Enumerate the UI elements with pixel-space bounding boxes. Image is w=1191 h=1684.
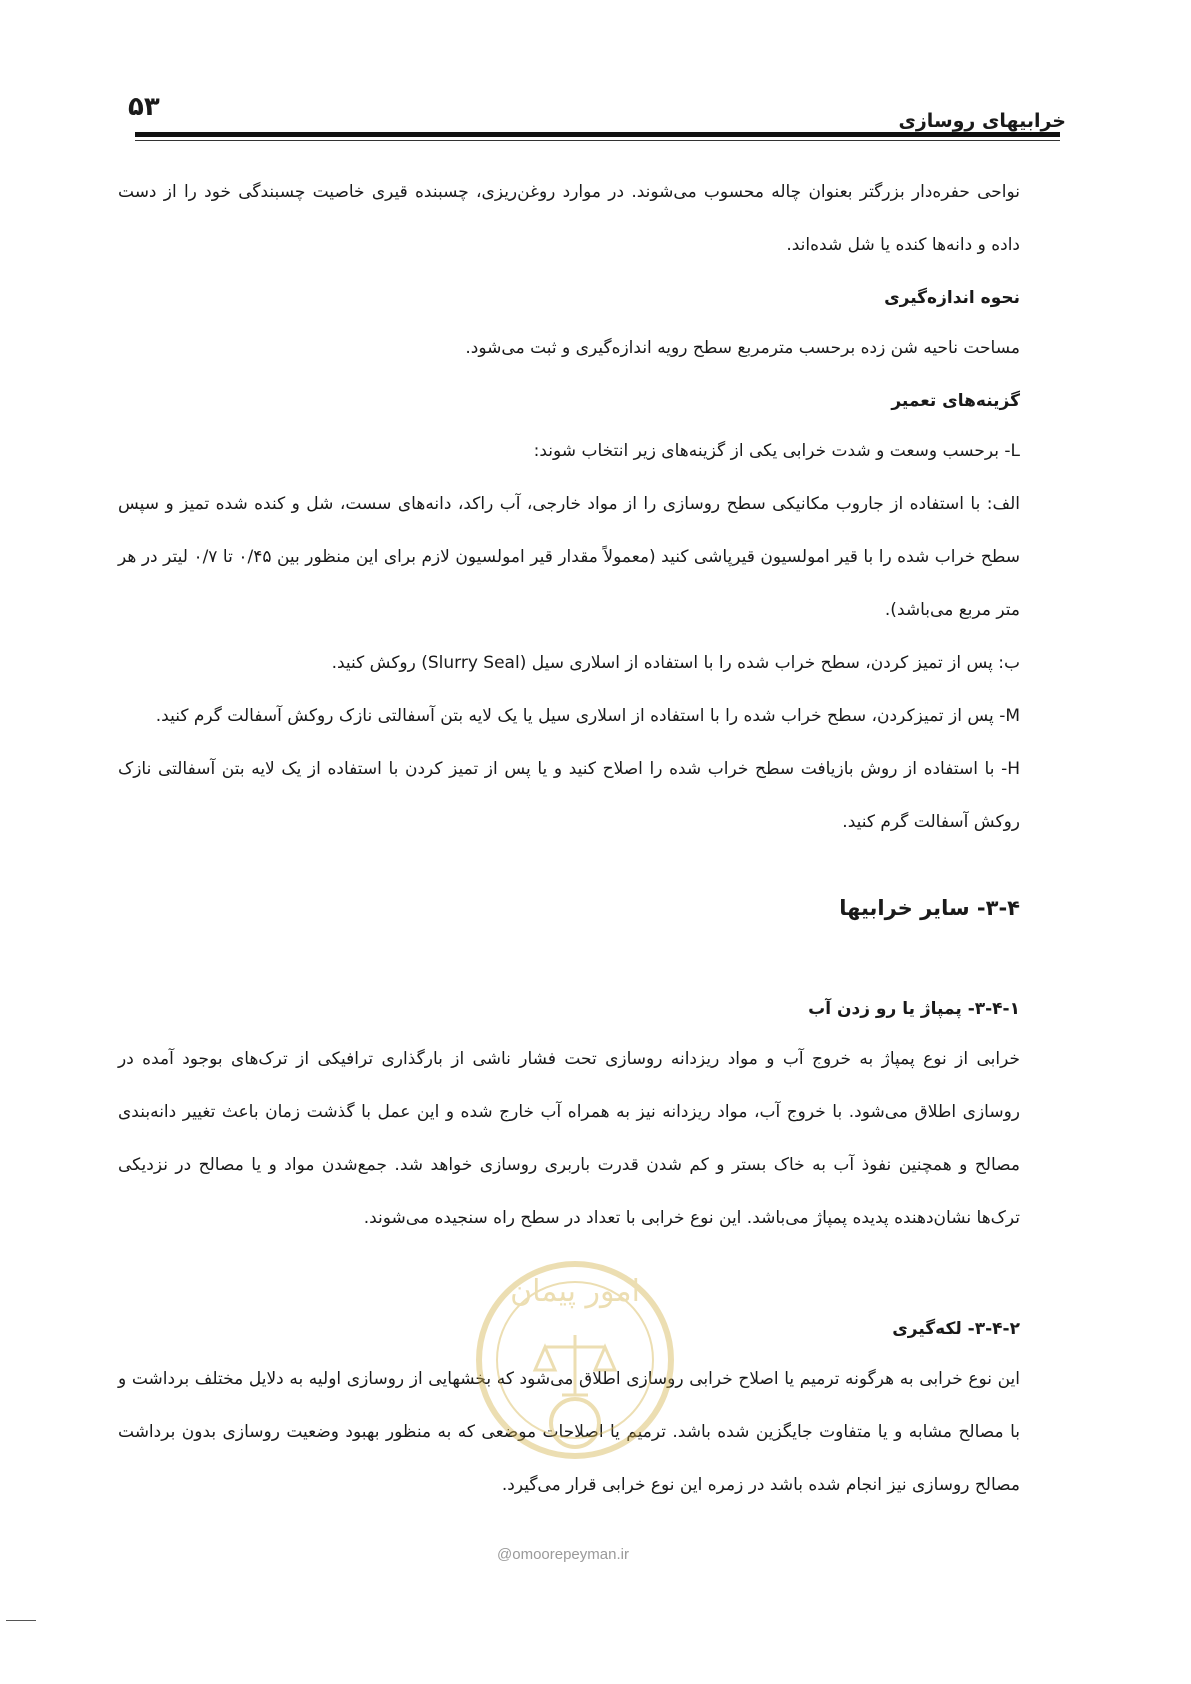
watermark-logo bbox=[470, 1255, 680, 1495]
paragraph-patching: این نوع خرابی به هرگونه ترمیم یا اصلاح خرابی روسازی اطلاق می‌شود که بخشهایی از روسازی اولیه به دلایل مختلف برداشت و با مصالح مشابه و یا متفاوت جایگزین شده باشد. ترمیم یا اصلاحات موضعی که به منظور بهبود وضعیت روسازی بدون برداشت مصالح روسازی نیز انجام شده باشد در زمره این نوع خرابی قرار می‌گیرد. bbox=[118, 1369, 1020, 1495]
running-title: خرابیهای روسازی bbox=[898, 110, 1066, 132]
header-rule-thick bbox=[135, 132, 1060, 137]
paragraph-oil-loss: نواحی حفره‌دار بزرگتر بعنوان چاله محسوب می‌شوند. در موارد روغن‌ریزی، چسبنده قیری خاصیت چسبندگی خود را از دست داده و دانه‌ها کنده یا شل شده‌اند. bbox=[118, 182, 1020, 255]
repair-option-alef: الف: با استفاده از جاروب مکانیکی سطح روسازی را از مواد خارجی، آب راکد، دانه‌های سست، شل و کنده شده تمیز و سپس سطح خراب شده را با قیر امولسیون قیرپاشی کنید (معمولاً مقدار قیر امولسیون لازم برای این منظور بین ۰/۴۵ تا ۰/۷ لیتر در هر متر مربع می‌باشد). bbox=[118, 494, 1021, 620]
watermark-caption: @omoorepeyman.ir bbox=[497, 1546, 629, 1563]
repair-option-low: L- برحسب وسعت و شدت خرابی یکی از گزینه‌های زیر انتخاب شوند: bbox=[533, 441, 1020, 461]
header-rule-thin bbox=[135, 140, 1060, 141]
scan-corner-mark bbox=[6, 1620, 36, 1621]
scale-of-justice-icon bbox=[535, 1335, 615, 1395]
repair-option-medium: M- پس از تمیزکردن، سطح خراب شده را با استفاده از اسلاری سیل یا یک لایه بتن آسفالتی نازک روکش آسفالت گرم کنید. bbox=[155, 706, 1020, 726]
paragraph-pumping: خرابی از نوع پمپاژ به خروج آب و مواد ریزدانه روسازی تحت فشار ناشی از بارگذاری ترافیکی از ترک‌های بوجود آمده در روسازی اطلاق می‌شود. با خروج آب، مواد ریزدانه نیز به همراه آب خارج شده و این عمل با گذشت زمان باعث تغییر دانه‌بندی مصالح و همچنین نفوذ آب به خاک بستر و کم شدن قدرت باربری روسازی خواهد شد. جمع‌شدن مواد و یا مصالح در نزدیکی ترک‌ها نشان‌دهنده پدیده پمپاژ می‌باشد. این نوع خرابی با تعداد در سطح راه سنجیده می‌شوند. bbox=[118, 1049, 1020, 1228]
heading-measurement: نحوه اندازه‌گیری bbox=[884, 288, 1020, 308]
watermark-logo-text: امور پیمان bbox=[510, 1274, 640, 1309]
repair-option-be: ب: پس از تمیز کردن، سطح خراب شده را با استفاده از اسلاری سیل (Slurry Seal) روکش کنید. bbox=[331, 653, 1020, 673]
section-heading-other-distresses: ۳-۴- سایر خرابیها bbox=[839, 896, 1020, 920]
paragraph-measurement: مساحت ناحیه شن زده برحسب مترمربع سطح رویه اندازه‌گیری و ثبت می‌شود. bbox=[465, 338, 1020, 358]
heading-repair-options: گزینه‌های تعمیر bbox=[891, 391, 1020, 411]
heading-patching: ۳-۴-۲- لکه‌گیری bbox=[892, 1319, 1020, 1339]
page-number: ۵۳ bbox=[128, 92, 160, 122]
repair-option-high: H- با استفاده از روش بازیافت سطح خراب شده را اصلاح کنید و یا پس از تمیز کردن با استفاده از یک لایه بتن آسفالتی نازک روکش آسفالت گرم کنید. bbox=[118, 759, 1020, 832]
heading-pumping: ۳-۴-۱- پمپاژ یا رو زدن آب bbox=[808, 999, 1020, 1019]
